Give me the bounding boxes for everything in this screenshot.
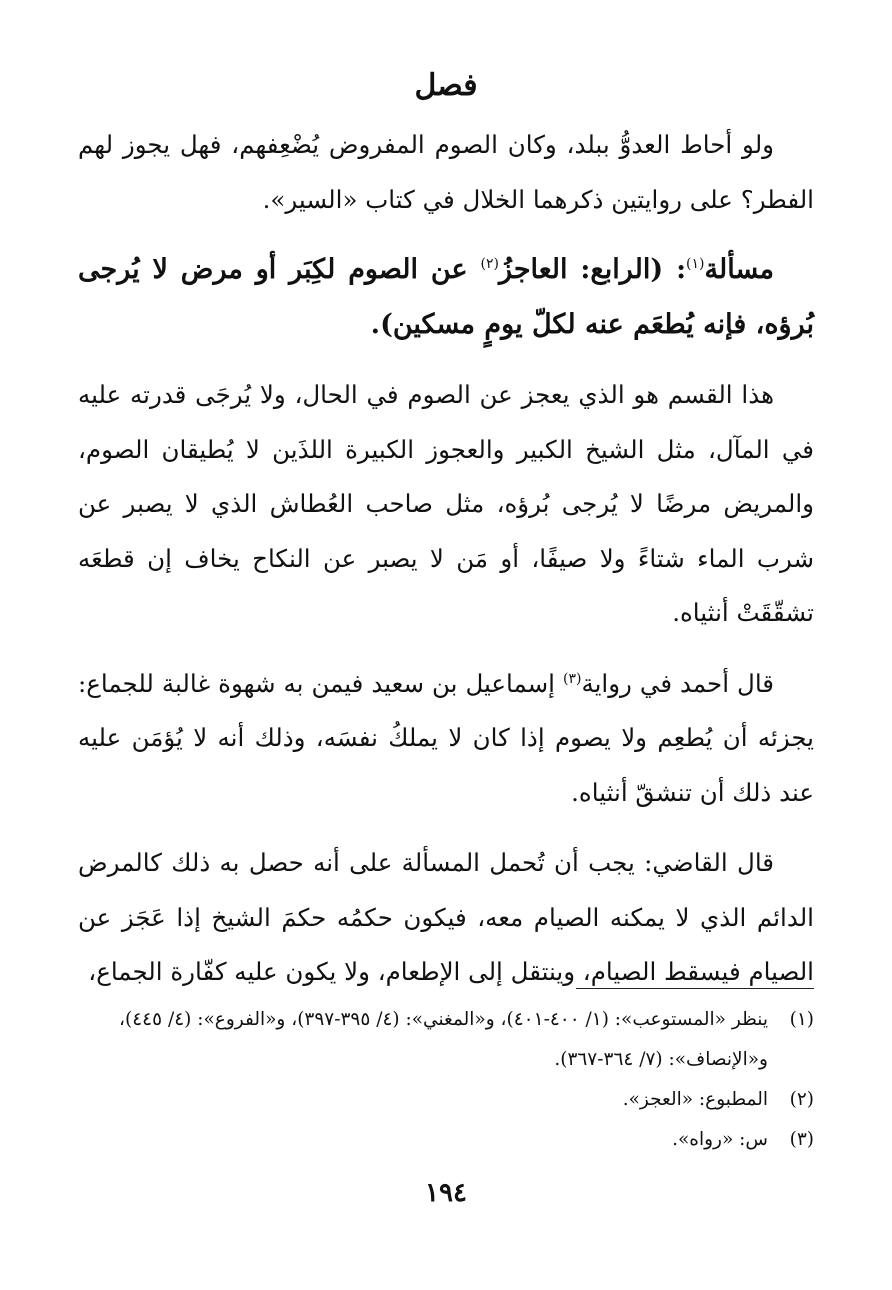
footnote-number: (٢) — [789, 1089, 814, 1110]
footnote-number: (١) — [789, 1009, 814, 1030]
footnote-1 — [78, 1000, 814, 1080]
paragraph-4-a: قال أحمد في رواية — [581, 668, 774, 698]
footnote-ref-1: (١) — [686, 256, 705, 272]
paragraph-4-b: إسماعيل بن سعيد فيمن به شهوة غالبة للجماع: يجزئه أن يُطعِم ولا يصوم إذا كان لا يملكُ نفسَه، وذلك أنه لا يُؤمَن عليه عند ذلك أن تنشقّ أنثياه. — [78, 668, 814, 807]
paragraph-5: قال القاضي: يجب أن تُحمل المسألة على أنه حصل به ذلك كالمرض الدائم الذي لا يمكنه الصيام معه، فيكون حكمُه حكمَ الشيخ إذا عَجَز عن الصيام فيسقط الصيام، وينتقل إلى الإطعام، ولا يكون عليه كفّارة الجماع، — [78, 848, 814, 986]
footnote-number: (٣) — [789, 1129, 814, 1150]
masala-text-b: عن الصوم لكِبَر أو مرض لا يُرجى بُرؤه، فإنه يُطعَم عنه لكلّ يومٍ مسكين). — [78, 254, 814, 340]
footnote-2 — [78, 1080, 814, 1120]
footnote-3 — [78, 1120, 814, 1160]
footnote-divider — [576, 988, 814, 989]
masala-label: مسألة — [704, 254, 774, 285]
paragraph-1: ولو أحاط العدوُّ ببلد، وكان الصوم المفروض يُضْعِفهم، فهل يجوز لهم الفطر؟ على روايتين ذكرهما الخلال في كتاب «السير». — [78, 130, 814, 214]
footnote-ref-2: (٢) — [480, 256, 499, 272]
footnotes — [78, 1000, 814, 1160]
footnote-text: س: «رواه». — [672, 1129, 768, 1150]
footnote-ref-3: (٣) — [563, 670, 582, 687]
page-number: ١٩٤ — [425, 1178, 467, 1208]
masala-text-a: الرابع: العاجزُ — [498, 254, 651, 285]
footnote-text: ينظر «المستوعب»: (١/ ٤٠٠-٤٠١)، و«المغني»: (٤/ ٣٩٥-٣٩٧)، و«الفروع»: (٤/ ٤٤٥)، و«الإنصاف»: (٧/ ٣٦٤-٣٦٧). — [119, 1009, 768, 1070]
masala-paragraph — [78, 243, 814, 352]
paragraph-3: هذا القسم هو الذي يعجز عن الصوم في الحال، ولا يُرجَى قدرته عليه في المآل، مثل الشيخ الكبير والعجوز الكبيرة اللذَين لا يُطيقان الصوم، والمريض مرضًا لا يُرجى بُرؤه، مثل صاحب العُطاش الذي لا يصبر عن شرب الماء شتاءً ولا صيفًا، أو مَن لا يصبر عن النكاح يخاف إن قطعَه تشقّقَتْ أنثياه. — [78, 380, 814, 627]
paragraph-4 — [78, 657, 814, 821]
section-heading: فصل — [414, 68, 478, 103]
footnote-text: المطبوع: «العجز». — [622, 1089, 768, 1110]
masala-colon: : ( — [650, 254, 687, 285]
